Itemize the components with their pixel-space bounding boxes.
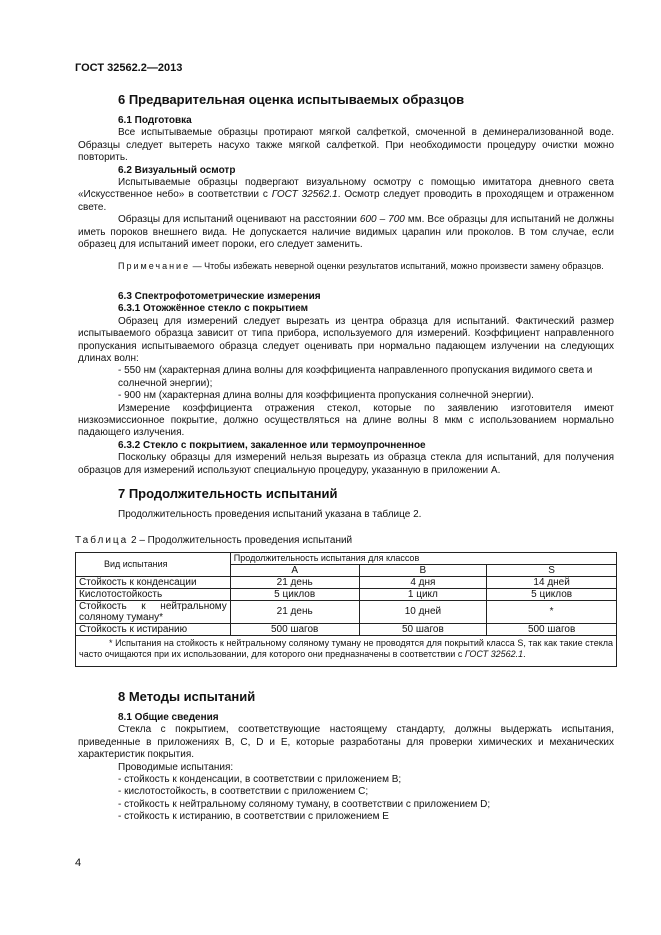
section-6-3-2-text: Поскольку образцы для измерений нельзя вырезать из образца стекла для испытаний, для получения образцов для измерений используют специальную процедуру, указанную в приложении А.: [78, 452, 614, 476]
list-item: - стойкость к конденсации, в соответствии с приложением B;: [118, 773, 402, 785]
list-item: - 550 нм (характерная длина волны для коэффициента направленного пропускания видимого света и солнечной энергии);: [118, 365, 593, 389]
column-header: Продолжительность испытания для классов: [230, 552, 616, 564]
page-number: 4: [75, 857, 82, 869]
note-label: Примечание: [118, 261, 191, 272]
table-cell: 5 циклов: [230, 588, 359, 600]
section-6-title: 6 Предварительная оценка испытываемых образцов: [118, 92, 465, 107]
section-6-2-title: 6.2 Визуальный осмотр: [118, 164, 236, 176]
list-item: - стойкость к нейтральному соляному туману, в соответствии с приложением D;: [118, 798, 491, 810]
table-footnote-row: [76, 635, 617, 666]
section-6-3-title: 6.3 Спектрофотометрические измерения: [118, 290, 321, 302]
section-6-3-1-title: 6.3.1 Отожжённое стекло с покрытием: [118, 303, 309, 315]
section-6-2-paragraph-1: Испытываемые образцы подвергают визуальному осмотру с помощью имитатора дневного света «Искусственное небо» в соответствии с ГОСТ 32562.1. Осмотр следует проводить в проходящем и отраженном свете.: [78, 177, 615, 213]
document-header: ГОСТ 32562.2—2013: [75, 62, 183, 74]
gost-reference: ГОСТ 32562.1: [464, 648, 524, 659]
table-cell: *: [487, 600, 617, 623]
section-6-1-text: Все испытываемые образцы протирают мягкой салфеткой, смоченной в деминерализованной воде. Образцы следует вытереть насухо также мягкой салфеткой. При необходимости процедуру очистки можно повторить.: [78, 127, 614, 164]
table-cell: Кислотостойкость: [76, 588, 231, 600]
table-cell: 21 день: [230, 576, 359, 588]
table-cell: 500 шагов: [230, 623, 359, 635]
table-row: [76, 588, 617, 600]
document-body: [75, 92, 615, 824]
table-cell: Стойкость к нейтральному соляному туману*: [76, 600, 231, 623]
class-header: S: [487, 564, 617, 576]
class-header: B: [359, 564, 487, 576]
table-row: [76, 576, 617, 588]
section-6-1-title: 6.1 Подготовка: [118, 115, 192, 126]
section-8-1-title: 8.1 Общие сведения: [118, 711, 219, 723]
table-row: [76, 623, 617, 635]
section-6-3-2-title: 6.3.2 Стекло с покрытием, закаленное или термоупрочненное: [118, 439, 426, 451]
table-header-row: [76, 552, 617, 564]
note: Примечание — Чтобы избежать неверной оценки результатов испытаний, можно произвести замену образцов.: [118, 261, 604, 272]
list-item: - кислотостойкость, в соответствии с приложением C;: [118, 786, 369, 798]
section-7-text: Продолжительность проведения испытаний указана в таблице 2.: [118, 509, 422, 521]
gost-reference: ГОСТ 32562.1: [271, 189, 338, 201]
section-8-title: 8 Методы испытаний: [118, 688, 256, 704]
section-8-1-text: Стекла с покрытием, соответствующие настоящему стандарту, должны выдержать испытания, приведенные в приложениях B, C, D и E, которые разработаны для проверки химических и механических характеристик покрытия.: [78, 724, 614, 761]
table-footnote: * Испытания на стойкость к нейтральному соляному туману не проводятся для покрытий класса S, так как такие стекла часто очищаются при их использовании, для которого они предназначены в соответствии с ГОСТ 32562.1.: [76, 635, 617, 666]
table-caption: Таблица 2 – Продолжительность проведения испытаний: [75, 535, 353, 547]
durations-table: [75, 552, 617, 667]
table-row: [76, 600, 617, 623]
section-6-2-paragraph-2: Образцы для испытаний оценивают на расстоянии 600 – 700 мм. Все образцы для испытаний не должны иметь пороков внешнего вида. Не допускается наличие видимых царапин или проколов. В том случае, если образец для испытаний имеет пороки, его следует заменить.: [78, 214, 615, 251]
list-item: - 900 нм (характерная длина волны для коэффициента пропускания солнечной энергии).: [118, 390, 534, 402]
table-cell: 10 дней: [359, 600, 487, 623]
table-cell: 21 день: [230, 600, 359, 623]
table-cell: 14 дней: [487, 576, 617, 588]
tests-intro: Проводимые испытания:: [118, 761, 234, 773]
table-cell: 1 цикл: [359, 588, 487, 600]
list-item: - стойкость к истиранию, в соответствии с приложением E: [118, 811, 389, 823]
table-cell: 4 дня: [359, 576, 487, 588]
distance-range: 600 – 700: [359, 214, 405, 226]
table-cell: 5 циклов: [487, 588, 617, 600]
table-cell: Стойкость к конденсации: [76, 576, 231, 588]
section-6-3-1-paragraph-1: Образец для измерений следует вырезать из центра образца для испытаний. Фактический размер испытываемого образца зависит от типа прибора, используемого для измерений. Коэффициент направленного пропускания испытываемого образца следует оценивать при нормально падающем излучении на следующих длинах волн:: [78, 315, 614, 364]
class-header: A: [230, 564, 359, 576]
table-cell: Стойкость к истиранию: [76, 623, 231, 635]
table-cell: 500 шагов: [487, 623, 617, 635]
table-cell: 50 шагов: [359, 623, 487, 635]
column-header: Вид испытания: [76, 552, 231, 576]
section-6-3-1-paragraph-2: Измерение коэффициента отражения стекол, которые по заявлению изготовителя имеют низкоэмиссионное покрытие, должно осуществляться на длине волны 8 мкм с использованием нормально падающего излучения.: [78, 402, 614, 439]
section-7-title: 7 Продолжительность испытаний: [118, 486, 338, 502]
